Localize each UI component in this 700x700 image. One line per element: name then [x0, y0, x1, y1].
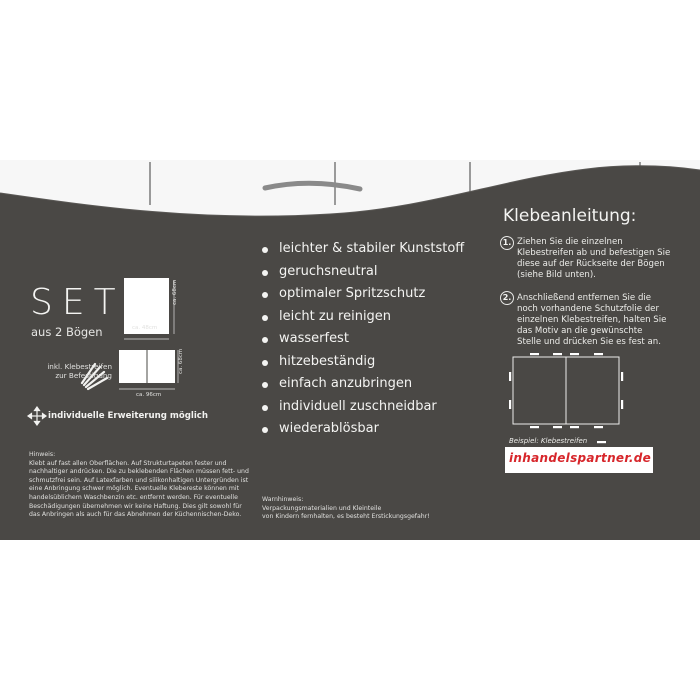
bullet-icon: [262, 292, 268, 298]
bullet-icon: [262, 247, 268, 253]
warning-line1: Verpackungsmaterialien und Kleinteile: [262, 504, 382, 512]
feature-item: [262, 309, 464, 332]
feature-label: leichter & stabiler Kunststoff: [279, 241, 465, 256]
feature-item: [262, 399, 464, 422]
hint-heading: Hinweis:: [29, 451, 56, 458]
feature-label: individuell zuschneidbar: [279, 398, 437, 414]
bullet-icon: [262, 270, 268, 276]
step-2-number-icon: 2.: [500, 291, 514, 305]
bullet-icon: [262, 360, 268, 366]
adhesive-note: [30, 362, 112, 380]
feature-list: [262, 241, 464, 444]
brand-logo: inhandelspartner.de: [509, 451, 652, 465]
feature-item: [262, 376, 464, 399]
extension-note: individuelle Erweiterung möglich: [48, 411, 209, 421]
feature-label: hitzebeständig: [279, 353, 376, 369]
instructions-title: Klebeanleitung:: [503, 206, 637, 226]
feature-item: [262, 286, 464, 309]
double-height-label: ca. 68cm: [178, 348, 184, 374]
hint-text: Klebt auf fast allen Oberflächen. Auf Strukturtapeten fester und nachhaltiger andrücken. Die zu beklebenden Flächen müssen fett- und schmutzfrei sein. Auf Latexfarben und silikonhaltigen Untergründen ist eine Anbringung schwer möglich. Eventuelle Klebereste können mit handelsüblichem Waschbenzin etc. entfernt werden. Für eventuelle Beschädigungen übernehmen wir keine Haftung. Dies gilt sowohl für das Anbringen als auch für das Abnehmen der Küchennischen-Deko.: [29, 459, 249, 519]
feature-item: [262, 354, 464, 377]
single-height-label: ca. 68cm: [172, 279, 178, 305]
double-width-label: ca. 96cm: [136, 392, 162, 398]
set-subtitle: aus 2 Bögen: [31, 325, 103, 339]
feature-label: geruchsneutral: [279, 263, 378, 279]
feature-item: [262, 331, 464, 354]
example-caption: Beispiel: Klebestreifen: [509, 437, 588, 445]
bullet-icon: [262, 382, 268, 388]
single-width-label: ca. 48cm: [132, 325, 158, 331]
feature-label: wasserfest: [279, 331, 349, 346]
feature-item: [262, 241, 464, 264]
feature-label: leicht zu reinigen: [279, 308, 392, 324]
bullet-icon: [262, 315, 268, 321]
warning-heading: Warnhinweis:: [262, 496, 304, 503]
bullet-icon: [262, 405, 268, 411]
set-title: SET: [30, 282, 125, 323]
step-1-text: Ziehen Sie die einzelnen Klebestreifen ab und befestigen Sie diese auf der Rückseite der Bögen (siehe Bild unten).: [517, 237, 671, 280]
feature-label: einfach anzubringen: [279, 376, 413, 391]
warning-line2: von Kindern fernhalten, es besteht Erstickungsgefahr!: [262, 513, 430, 521]
feature-label: optimaler Spritzschutz: [279, 286, 426, 301]
feature-label: wiederablösbar: [279, 421, 379, 436]
feature-item: [262, 421, 464, 444]
bullet-icon: [262, 337, 268, 343]
step-2-text: Anschließend entfernen Sie die noch vorhandene Schutzfolie der einzelnen Klebestreifen, halten Sie das Motiv an die gewünschte Stelle und drücken Sie es fest an.: [517, 293, 667, 347]
hint-block: [29, 451, 254, 520]
warning-block: [262, 496, 462, 522]
step-1-number-icon: 1.: [500, 236, 514, 250]
adhesive-note-line1: inkl. Klebestreifen: [47, 362, 112, 371]
adhesive-note-line2: zur Befestigung: [55, 371, 112, 380]
bullet-icon: [262, 427, 268, 433]
feature-item: [262, 264, 464, 287]
